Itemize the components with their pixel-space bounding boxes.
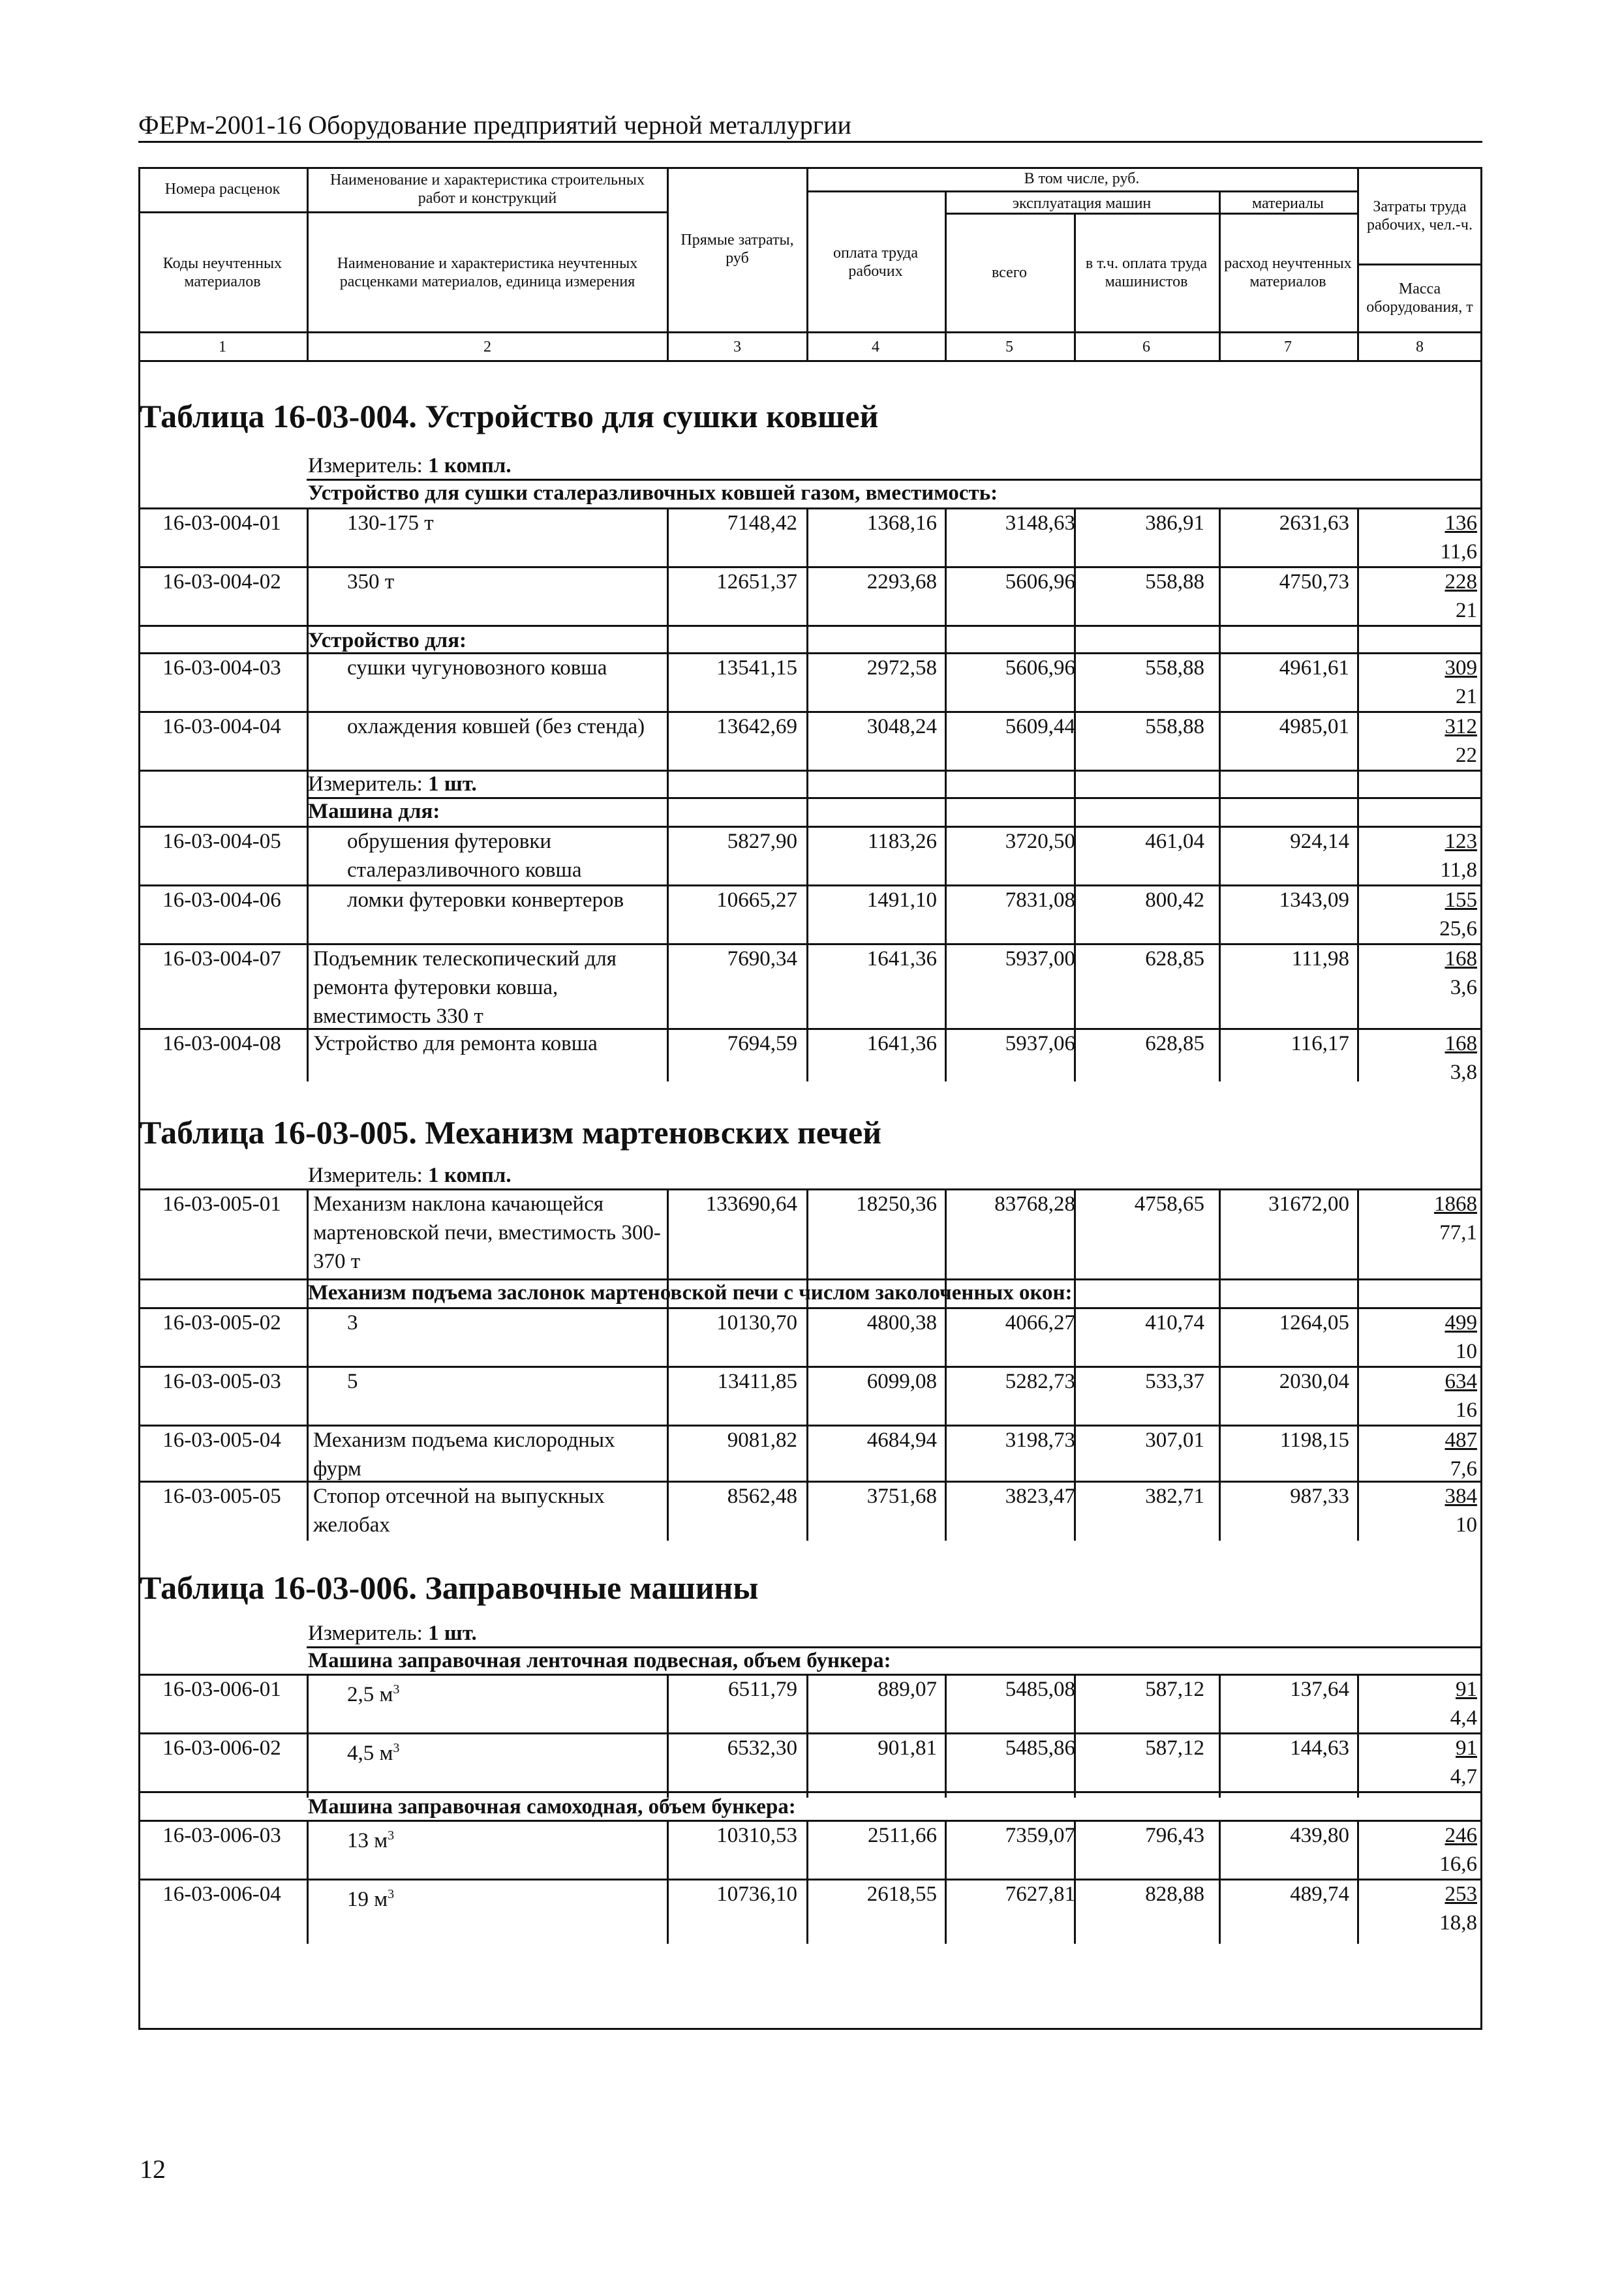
table-006-title: Таблица 16-03-006. Заправочные машины — [140, 1569, 759, 1606]
col1-header-bottom: Коды неучтенных материалов — [162, 255, 283, 290]
table-004-group3: Машина для: — [308, 800, 440, 823]
col-num-5: 5 — [1005, 339, 1013, 355]
col4-header: оплата труда рабочих — [833, 245, 919, 280]
col3-header: Прямые затраты, руб — [680, 232, 794, 267]
column-header — [138, 167, 1482, 363]
col-num-8: 8 — [1416, 339, 1424, 355]
table-006-group2: Машина заправочная самоходная, объем бункера: — [308, 1795, 796, 1819]
col-num-4: 4 — [872, 339, 879, 355]
col8-header-bottom: Масса оборудования, т — [1366, 280, 1473, 316]
document-header: ФЕРм-2001-16 Оборудование предприятий черной металлургии — [138, 110, 1482, 143]
table-004-group1: Устройство для сушки сталеразливочных ковшей газом, вместимость: — [308, 481, 998, 505]
table-005-measure: Измеритель: 1 компл. — [308, 1164, 512, 1187]
materials-header: материалы — [1251, 195, 1324, 212]
col6-header: в т.ч. оплата труда машинистов — [1085, 255, 1208, 290]
col-num-7: 7 — [1284, 339, 1292, 355]
col-num-1: 1 — [219, 339, 226, 355]
col8-header-top: Затраты труда рабочих, чел.-ч. — [1367, 198, 1473, 234]
page-number: 12 — [140, 2154, 166, 2184]
exploit-header: эксплуатация машин — [1012, 195, 1152, 212]
col-num-3: 3 — [733, 339, 741, 355]
table-004-title: Таблица 16-03-004. Устройство для сушки ковшей — [140, 398, 879, 434]
col5-header: всего — [991, 264, 1028, 281]
table-005-group1: Механизм подъема заслонок мартеновской печи с числом заколоченных окон: — [308, 1281, 1073, 1305]
col2-header-bottom: Наименование и характеристика неучтенных расценками материалов, единица измерения — [337, 255, 638, 290]
table-004-group2: Устройство для: — [308, 629, 467, 652]
incl-header: В том числе, руб. — [1024, 170, 1140, 187]
table-006-measure: Измеритель: 1 шт. — [308, 1622, 477, 1645]
table-006-group1: Машина заправочная ленточная подвесная, объем бункера: — [308, 1649, 891, 1672]
col-num-6: 6 — [1142, 339, 1150, 355]
table-005-title: Таблица 16-03-005. Механизм мартеновских печей — [140, 1114, 882, 1151]
col1-header-top: Номера расценок — [164, 181, 281, 198]
col7-header: расход неучтенных материалов — [1224, 255, 1352, 290]
col-num-2: 2 — [483, 339, 491, 355]
col2-header-top: Наименование и характеристика строительных работ и конструкций — [330, 172, 645, 207]
table-004-measure2: Измеритель: 1 шт. — [308, 772, 477, 796]
table-004-measure: Измеритель: 1 компл. — [308, 454, 512, 477]
